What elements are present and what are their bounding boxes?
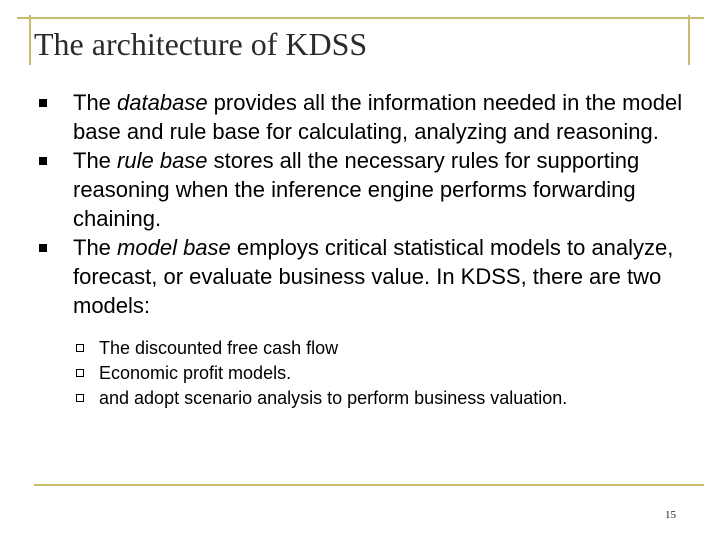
bullet-database: [0, 88, 693, 146]
bullet-text-before: The: [73, 90, 118, 115]
square-bullet-icon: [39, 157, 47, 165]
sub-bullet-list: [73, 336, 693, 411]
bullet-text-after: employs critical statistical models to analyze, forecast, or evaluate business value. In KDSS, there are two models:: [73, 235, 674, 318]
frame-top-line: [17, 17, 704, 19]
page-number: 15: [665, 509, 676, 521]
bullet-rule-base: [0, 146, 693, 233]
hollow-square-bullet-icon: [76, 344, 84, 352]
bullet-text-before: The: [73, 235, 118, 260]
bullet-text-before: The: [73, 148, 118, 173]
bullet-list: [0, 88, 720, 411]
frame-bottom-line: [34, 484, 704, 486]
bullet-term: rule base: [117, 148, 208, 173]
sub-bullet-text: The discounted free cash flow: [99, 338, 339, 358]
bullet-term: database: [117, 90, 208, 115]
sub-bullet-item: [73, 361, 693, 386]
frame-left-line: [29, 15, 31, 65]
hollow-square-bullet-icon: [76, 369, 84, 377]
square-bullet-icon: [39, 99, 47, 107]
sub-bullet-item: [73, 386, 693, 411]
sub-bullet-text: and adopt scenario analysis to perform business valuation.: [99, 388, 568, 408]
hollow-square-bullet-icon: [76, 394, 84, 402]
sub-bullet-item: [73, 336, 693, 361]
frame-right-line: [688, 15, 690, 65]
bullet-text-after: provides all the information needed in the model base and rule base for calculating, analyzing and reasoning.: [73, 90, 683, 144]
bullet-text-after: stores all the necessary rules for supporting reasoning when the inference engine performs forwarding chaining.: [73, 148, 640, 231]
bullet-term: model base: [117, 235, 231, 260]
sub-bullet-text: Economic profit models.: [99, 363, 292, 383]
slide-title: The architecture of KDSS: [34, 26, 368, 62]
bullet-model-base: [0, 233, 693, 411]
square-bullet-icon: [39, 244, 47, 252]
